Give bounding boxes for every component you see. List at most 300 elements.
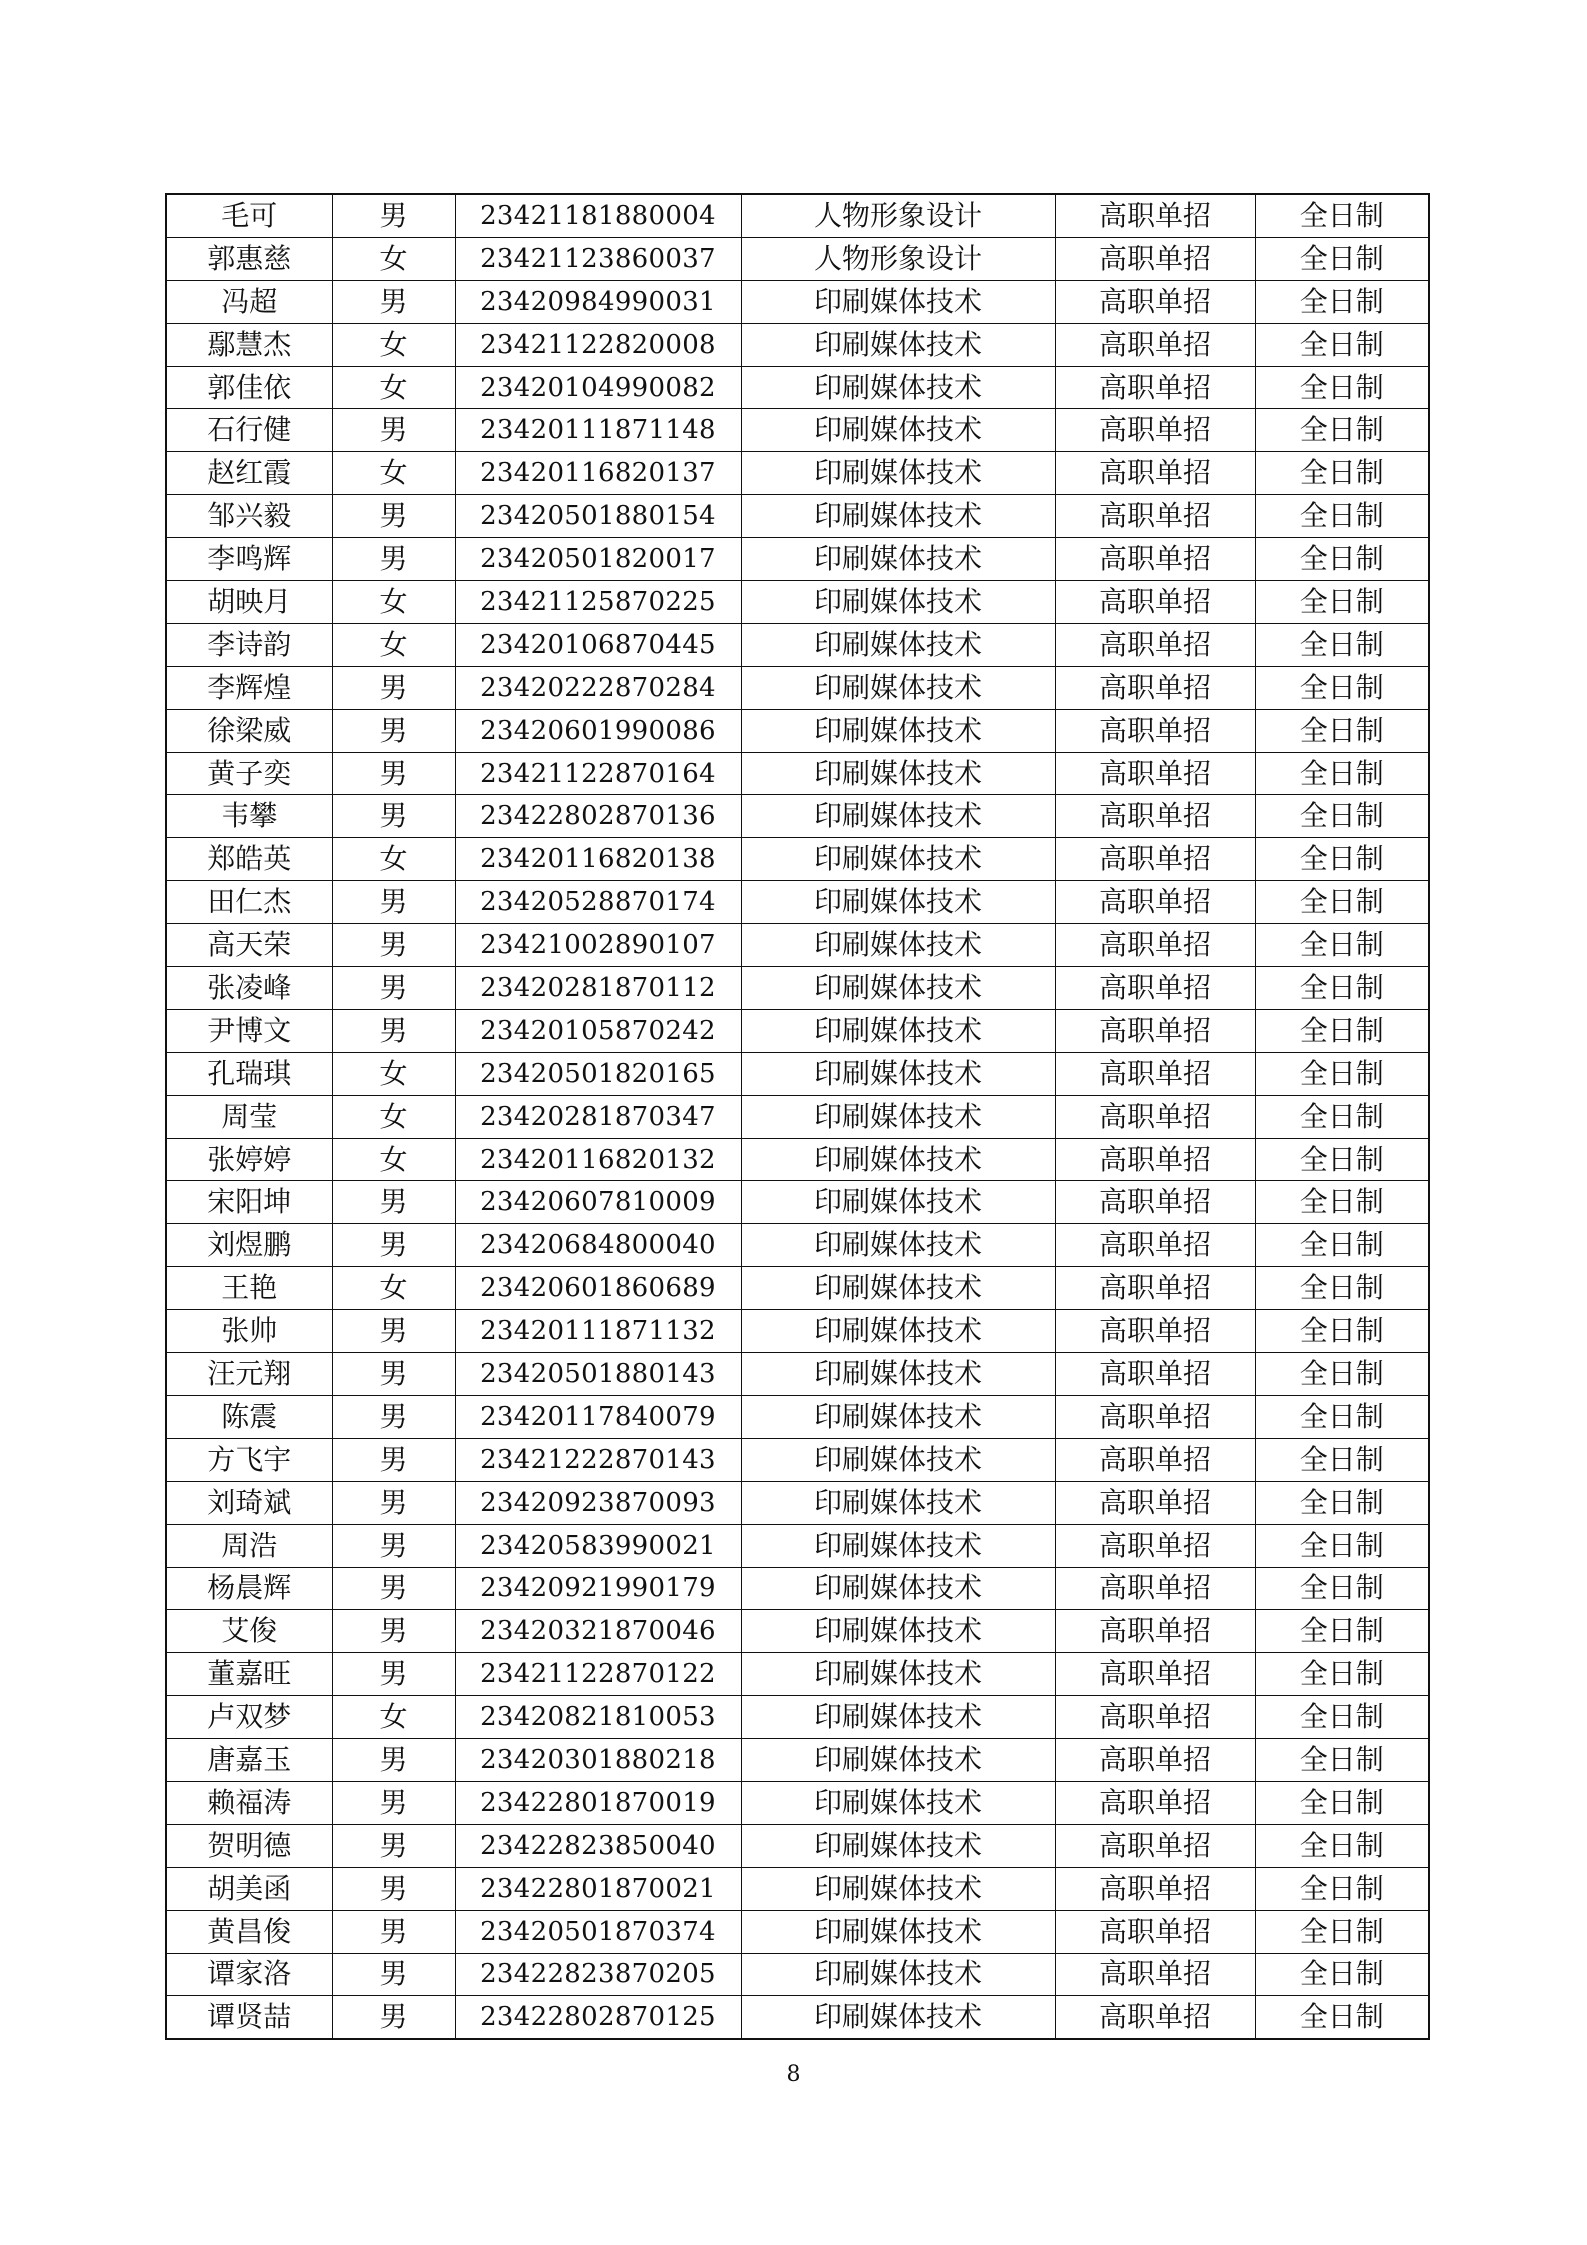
study-mode-cell: 全日制 [1255,1653,1429,1696]
name-cell: 石行健 [166,409,332,452]
study-mode-cell: 全日制 [1255,1438,1429,1481]
study-mode-cell: 全日制 [1255,409,1429,452]
major-cell: 印刷媒体技术 [741,1009,1055,1052]
gender-cell: 女 [332,1052,455,1095]
table-row [166,1953,1429,1996]
gender-cell: 男 [332,924,455,967]
gender-cell: 女 [332,1095,455,1138]
table-row [166,1739,1429,1782]
gender-cell: 男 [332,1481,455,1524]
study-mode-cell: 全日制 [1255,1910,1429,1953]
gender-cell: 男 [332,795,455,838]
major-cell: 印刷媒体技术 [741,1353,1055,1396]
exam-id-cell: 23420923870093 [455,1481,741,1524]
gender-cell: 男 [332,1610,455,1653]
major-cell: 印刷媒体技术 [741,1696,1055,1739]
gender-cell: 女 [332,1138,455,1181]
admission-type-cell: 高职单招 [1055,194,1255,237]
exam-id-cell: 23422802870125 [455,1996,741,2039]
gender-cell: 女 [332,1696,455,1739]
gender-cell: 女 [332,323,455,366]
name-cell: 艾俊 [166,1610,332,1653]
gender-cell: 男 [332,1996,455,2039]
study-mode-cell: 全日制 [1255,666,1429,709]
table-row [166,194,1429,237]
exam-id-cell: 23421122870122 [455,1653,741,1696]
major-cell: 印刷媒体技术 [741,967,1055,1010]
gender-cell: 男 [332,1910,455,1953]
admission-type-cell: 高职单招 [1055,1910,1255,1953]
table-row [166,924,1429,967]
study-mode-cell: 全日制 [1255,495,1429,538]
major-cell: 印刷媒体技术 [741,752,1055,795]
name-cell: 张婷婷 [166,1138,332,1181]
study-mode-cell: 全日制 [1255,1996,1429,2039]
study-mode-cell: 全日制 [1255,538,1429,581]
table-row [166,280,1429,323]
admission-type-cell: 高职单招 [1055,1353,1255,1396]
study-mode-cell: 全日制 [1255,280,1429,323]
admission-type-cell: 高职单招 [1055,924,1255,967]
major-cell: 印刷媒体技术 [741,1610,1055,1653]
gender-cell: 女 [332,838,455,881]
name-cell: 唐嘉玉 [166,1739,332,1782]
study-mode-cell: 全日制 [1255,1052,1429,1095]
major-cell: 人物形象设计 [741,237,1055,280]
exam-id-cell: 23420984990031 [455,280,741,323]
study-mode-cell: 全日制 [1255,1181,1429,1224]
exam-id-cell: 23420116820138 [455,838,741,881]
name-cell: 李诗韵 [166,623,332,666]
gender-cell: 男 [332,409,455,452]
admission-type-cell: 高职单招 [1055,495,1255,538]
study-mode-cell: 全日制 [1255,1739,1429,1782]
study-mode-cell: 全日制 [1255,623,1429,666]
name-cell: 刘煜鹏 [166,1224,332,1267]
major-cell: 印刷媒体技术 [741,1824,1055,1867]
gender-cell: 男 [332,280,455,323]
gender-cell: 男 [332,495,455,538]
exam-id-cell: 23420301880218 [455,1739,741,1782]
name-cell: 李辉煌 [166,666,332,709]
table-row [166,1438,1429,1481]
exam-id-cell: 23422823850040 [455,1824,741,1867]
name-cell: 杨晨辉 [166,1567,332,1610]
exam-id-cell: 23420528870174 [455,881,741,924]
name-cell: 冯超 [166,280,332,323]
exam-id-cell: 23420501870374 [455,1910,741,1953]
major-cell: 印刷媒体技术 [741,1438,1055,1481]
admission-type-cell: 高职单招 [1055,1224,1255,1267]
student-roster-table [165,193,1430,2040]
major-cell: 印刷媒体技术 [741,323,1055,366]
exam-id-cell: 23422801870021 [455,1867,741,1910]
admission-type-cell: 高职单招 [1055,1781,1255,1824]
admission-type-cell: 高职单招 [1055,881,1255,924]
study-mode-cell: 全日制 [1255,795,1429,838]
exam-id-cell: 23420607810009 [455,1181,741,1224]
admission-type-cell: 高职单招 [1055,967,1255,1010]
exam-id-cell: 23420501880143 [455,1353,741,1396]
major-cell: 印刷媒体技术 [741,1953,1055,1996]
name-cell: 周浩 [166,1524,332,1567]
study-mode-cell: 全日制 [1255,1953,1429,1996]
name-cell: 谭家洛 [166,1953,332,1996]
gender-cell: 男 [332,1524,455,1567]
name-cell: 赵红霞 [166,452,332,495]
study-mode-cell: 全日制 [1255,581,1429,624]
admission-type-cell: 高职单招 [1055,1395,1255,1438]
table-row [166,1610,1429,1653]
gender-cell: 男 [332,1438,455,1481]
study-mode-cell: 全日制 [1255,1481,1429,1524]
major-cell: 印刷媒体技术 [741,366,1055,409]
study-mode-cell: 全日制 [1255,1867,1429,1910]
gender-cell: 男 [332,194,455,237]
major-cell: 印刷媒体技术 [741,1395,1055,1438]
admission-type-cell: 高职单招 [1055,1438,1255,1481]
gender-cell: 女 [332,623,455,666]
name-cell: 胡映月 [166,581,332,624]
major-cell: 印刷媒体技术 [741,1996,1055,2039]
study-mode-cell: 全日制 [1255,709,1429,752]
name-cell: 方飞宇 [166,1438,332,1481]
table-row [166,967,1429,1010]
major-cell: 印刷媒体技术 [741,1181,1055,1224]
table-row [166,1824,1429,1867]
table-row [166,838,1429,881]
exam-id-cell: 23420281870347 [455,1095,741,1138]
table-row [166,1696,1429,1739]
name-cell: 郭惠慈 [166,237,332,280]
admission-type-cell: 高职单招 [1055,1996,1255,2039]
gender-cell: 男 [332,1395,455,1438]
exam-id-cell: 23420105870242 [455,1009,741,1052]
admission-type-cell: 高职单招 [1055,1095,1255,1138]
major-cell: 印刷媒体技术 [741,1138,1055,1181]
study-mode-cell: 全日制 [1255,881,1429,924]
name-cell: 胡美函 [166,1867,332,1910]
gender-cell: 男 [332,1009,455,1052]
admission-type-cell: 高职单招 [1055,1267,1255,1310]
exam-id-cell: 23420116820132 [455,1138,741,1181]
exam-id-cell: 23420106870445 [455,623,741,666]
table-row [166,495,1429,538]
gender-cell: 男 [332,1181,455,1224]
gender-cell: 男 [332,1739,455,1782]
gender-cell: 女 [332,1267,455,1310]
table-row [166,623,1429,666]
name-cell: 尹博文 [166,1009,332,1052]
table-row [166,581,1429,624]
major-cell: 印刷媒体技术 [741,1310,1055,1353]
admission-type-cell: 高职单招 [1055,452,1255,495]
major-cell: 印刷媒体技术 [741,495,1055,538]
table-row [166,1310,1429,1353]
exam-id-cell: 23420583990021 [455,1524,741,1567]
admission-type-cell: 高职单招 [1055,323,1255,366]
major-cell: 印刷媒体技术 [741,1095,1055,1138]
exam-id-cell: 23422801870019 [455,1781,741,1824]
table-row [166,323,1429,366]
major-cell: 印刷媒体技术 [741,709,1055,752]
name-cell: 徐梁威 [166,709,332,752]
table-row [166,1095,1429,1138]
admission-type-cell: 高职单招 [1055,1867,1255,1910]
study-mode-cell: 全日制 [1255,237,1429,280]
study-mode-cell: 全日制 [1255,924,1429,967]
gender-cell: 男 [332,1310,455,1353]
major-cell: 印刷媒体技术 [741,666,1055,709]
name-cell: 邹兴毅 [166,495,332,538]
exam-id-cell: 23421222870143 [455,1438,741,1481]
table-row [166,1181,1429,1224]
major-cell: 印刷媒体技术 [741,1867,1055,1910]
name-cell: 赖福涛 [166,1781,332,1824]
study-mode-cell: 全日制 [1255,838,1429,881]
table-row [166,1481,1429,1524]
admission-type-cell: 高职单招 [1055,1953,1255,1996]
major-cell: 印刷媒体技术 [741,1481,1055,1524]
exam-id-cell: 23420321870046 [455,1610,741,1653]
study-mode-cell: 全日制 [1255,1009,1429,1052]
exam-id-cell: 23420684800040 [455,1224,741,1267]
study-mode-cell: 全日制 [1255,1224,1429,1267]
admission-type-cell: 高职单招 [1055,280,1255,323]
major-cell: 印刷媒体技术 [741,623,1055,666]
exam-id-cell: 23420116820137 [455,452,741,495]
major-cell: 印刷媒体技术 [741,795,1055,838]
table-row [166,1224,1429,1267]
name-cell: 陈震 [166,1395,332,1438]
admission-type-cell: 高职单招 [1055,752,1255,795]
admission-type-cell: 高职单招 [1055,581,1255,624]
table-row [166,709,1429,752]
name-cell: 黄子奕 [166,752,332,795]
gender-cell: 男 [332,1567,455,1610]
name-cell: 李鸣辉 [166,538,332,581]
name-cell: 卢双梦 [166,1696,332,1739]
table-row [166,1052,1429,1095]
table-row [166,409,1429,452]
table-row [166,1653,1429,1696]
gender-cell: 男 [332,1224,455,1267]
gender-cell: 女 [332,366,455,409]
exam-id-cell: 23421122820008 [455,323,741,366]
exam-id-cell: 23420501820165 [455,1052,741,1095]
exam-id-cell: 23421122870164 [455,752,741,795]
study-mode-cell: 全日制 [1255,1095,1429,1138]
major-cell: 印刷媒体技术 [741,1781,1055,1824]
admission-type-cell: 高职单招 [1055,623,1255,666]
table-row [166,666,1429,709]
study-mode-cell: 全日制 [1255,323,1429,366]
exam-id-cell: 23420601990086 [455,709,741,752]
admission-type-cell: 高职单招 [1055,366,1255,409]
table-row [166,1524,1429,1567]
table-row [166,1009,1429,1052]
admission-type-cell: 高职单招 [1055,1824,1255,1867]
study-mode-cell: 全日制 [1255,194,1429,237]
admission-type-cell: 高职单招 [1055,1052,1255,1095]
major-cell: 印刷媒体技术 [741,1739,1055,1782]
name-cell: 刘琦斌 [166,1481,332,1524]
major-cell: 印刷媒体技术 [741,1224,1055,1267]
gender-cell: 男 [332,1781,455,1824]
table-row [166,237,1429,280]
major-cell: 印刷媒体技术 [741,1267,1055,1310]
table-row [166,881,1429,924]
page-number: 8 [786,2062,801,2087]
name-cell: 田仁杰 [166,881,332,924]
name-cell: 王艳 [166,1267,332,1310]
table-row [166,795,1429,838]
major-cell: 印刷媒体技术 [741,1910,1055,1953]
major-cell: 印刷媒体技术 [741,409,1055,452]
study-mode-cell: 全日制 [1255,1395,1429,1438]
name-cell: 毛可 [166,194,332,237]
gender-cell: 男 [332,1353,455,1396]
gender-cell: 男 [332,967,455,1010]
table-row [166,1567,1429,1610]
exam-id-cell: 23420117840079 [455,1395,741,1438]
admission-type-cell: 高职单招 [1055,1138,1255,1181]
admission-type-cell: 高职单招 [1055,795,1255,838]
major-cell: 印刷媒体技术 [741,1052,1055,1095]
study-mode-cell: 全日制 [1255,1524,1429,1567]
admission-type-cell: 高职单招 [1055,409,1255,452]
gender-cell: 男 [332,666,455,709]
exam-id-cell: 23422823870205 [455,1953,741,1996]
table-row [166,1910,1429,1953]
gender-cell: 女 [332,452,455,495]
name-cell: 张凌峰 [166,967,332,1010]
admission-type-cell: 高职单招 [1055,709,1255,752]
exam-id-cell: 23420921990179 [455,1567,741,1610]
name-cell: 董嘉旺 [166,1653,332,1696]
major-cell: 印刷媒体技术 [741,1524,1055,1567]
table-row [166,752,1429,795]
gender-cell: 男 [332,1824,455,1867]
table-row [166,1996,1429,2039]
admission-type-cell: 高职单招 [1055,1739,1255,1782]
name-cell: 谭贤喆 [166,1996,332,2039]
admission-type-cell: 高职单招 [1055,1524,1255,1567]
admission-type-cell: 高职单招 [1055,1481,1255,1524]
exam-id-cell: 23421002890107 [455,924,741,967]
gender-cell: 女 [332,237,455,280]
study-mode-cell: 全日制 [1255,1567,1429,1610]
admission-type-cell: 高职单招 [1055,838,1255,881]
gender-cell: 男 [332,752,455,795]
admission-type-cell: 高职单招 [1055,1310,1255,1353]
gender-cell: 男 [332,1653,455,1696]
exam-id-cell: 23420111871132 [455,1310,741,1353]
study-mode-cell: 全日制 [1255,752,1429,795]
name-cell: 鄢慧杰 [166,323,332,366]
name-cell: 韦攀 [166,795,332,838]
exam-id-cell: 23422802870136 [455,795,741,838]
study-mode-cell: 全日制 [1255,1353,1429,1396]
admission-type-cell: 高职单招 [1055,1009,1255,1052]
admission-type-cell: 高职单招 [1055,666,1255,709]
table-row [166,1353,1429,1396]
study-mode-cell: 全日制 [1255,1138,1429,1181]
table-row [166,366,1429,409]
admission-type-cell: 高职单招 [1055,1181,1255,1224]
major-cell: 印刷媒体技术 [741,1567,1055,1610]
admission-type-cell: 高职单招 [1055,1653,1255,1696]
major-cell: 印刷媒体技术 [741,924,1055,967]
study-mode-cell: 全日制 [1255,1781,1429,1824]
major-cell: 人物形象设计 [741,194,1055,237]
table-row [166,538,1429,581]
name-cell: 周莹 [166,1095,332,1138]
admission-type-cell: 高职单招 [1055,1696,1255,1739]
table-row [166,1138,1429,1181]
gender-cell: 男 [332,1867,455,1910]
exam-id-cell: 23421123860037 [455,237,741,280]
major-cell: 印刷媒体技术 [741,280,1055,323]
study-mode-cell: 全日制 [1255,1824,1429,1867]
name-cell: 汪元翔 [166,1353,332,1396]
exam-id-cell: 23420601860689 [455,1267,741,1310]
major-cell: 印刷媒体技术 [741,1653,1055,1696]
admission-type-cell: 高职单招 [1055,1567,1255,1610]
study-mode-cell: 全日制 [1255,452,1429,495]
major-cell: 印刷媒体技术 [741,581,1055,624]
name-cell: 高天荣 [166,924,332,967]
study-mode-cell: 全日制 [1255,1610,1429,1653]
table-row [166,452,1429,495]
exam-id-cell: 23421125870225 [455,581,741,624]
gender-cell: 男 [332,881,455,924]
name-cell: 黄昌俊 [166,1910,332,1953]
table-row [166,1867,1429,1910]
table-row [166,1781,1429,1824]
gender-cell: 男 [332,538,455,581]
major-cell: 印刷媒体技术 [741,881,1055,924]
study-mode-cell: 全日制 [1255,1310,1429,1353]
exam-id-cell: 23420281870112 [455,967,741,1010]
major-cell: 印刷媒体技术 [741,838,1055,881]
name-cell: 孔瑞琪 [166,1052,332,1095]
name-cell: 郑皓英 [166,838,332,881]
major-cell: 印刷媒体技术 [741,452,1055,495]
exam-id-cell: 23420501820017 [455,538,741,581]
study-mode-cell: 全日制 [1255,1267,1429,1310]
gender-cell: 男 [332,1953,455,1996]
name-cell: 张帅 [166,1310,332,1353]
study-mode-cell: 全日制 [1255,366,1429,409]
gender-cell: 女 [332,581,455,624]
exam-id-cell: 23420501880154 [455,495,741,538]
exam-id-cell: 23421181880004 [455,194,741,237]
roster-body [166,194,1429,2039]
table-row [166,1395,1429,1438]
admission-type-cell: 高职单招 [1055,538,1255,581]
admission-type-cell: 高职单招 [1055,237,1255,280]
study-mode-cell: 全日制 [1255,1696,1429,1739]
exam-id-cell: 23420222870284 [455,666,741,709]
exam-id-cell: 23420111871148 [455,409,741,452]
exam-id-cell: 23420104990082 [455,366,741,409]
admission-type-cell: 高职单招 [1055,1610,1255,1653]
study-mode-cell: 全日制 [1255,967,1429,1010]
name-cell: 郭佳依 [166,366,332,409]
gender-cell: 男 [332,709,455,752]
table-row [166,1267,1429,1310]
